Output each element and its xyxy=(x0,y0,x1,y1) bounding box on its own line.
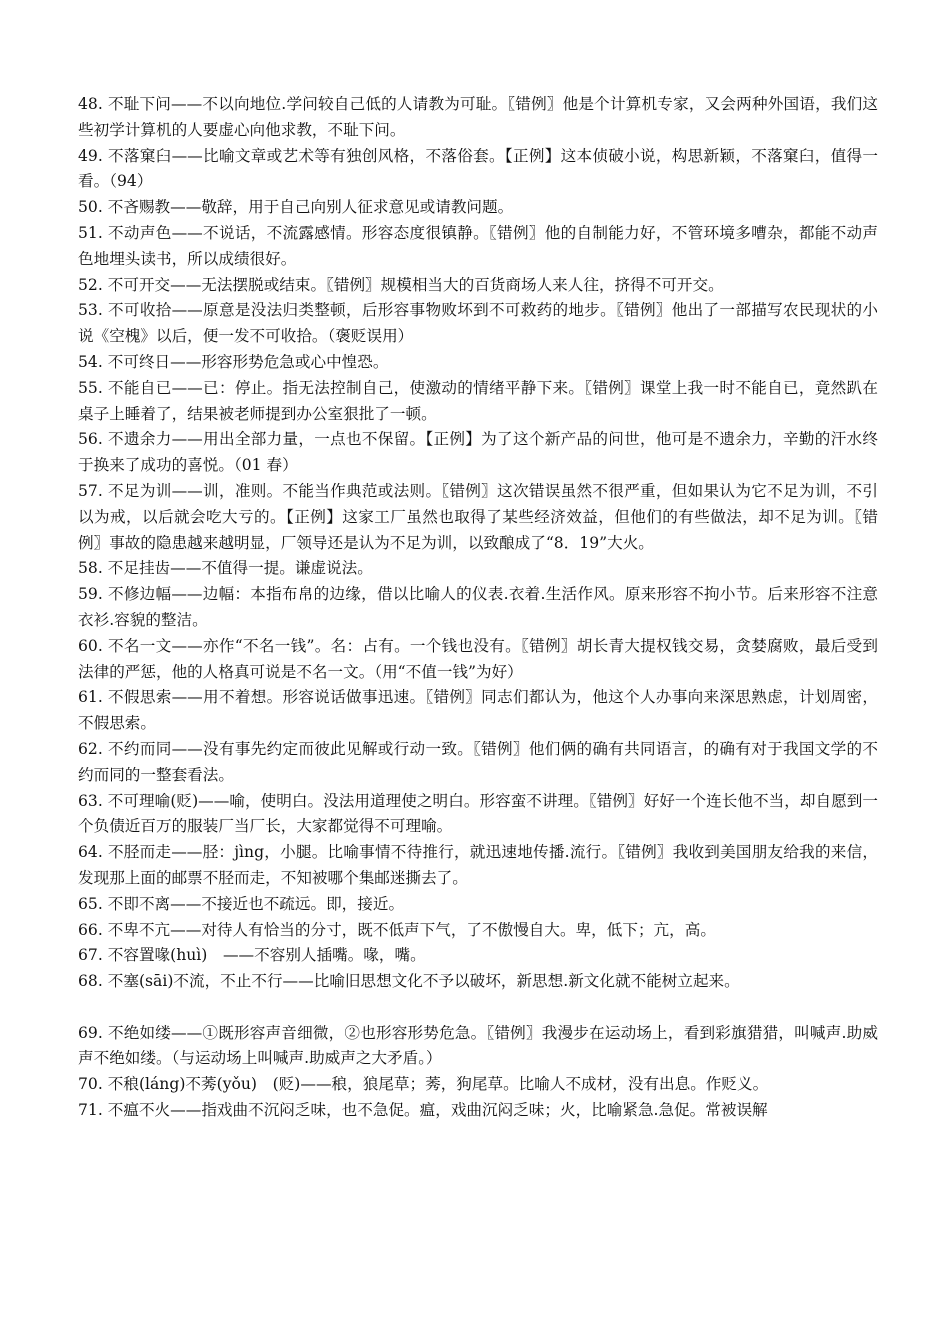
idiom-entry-55: 55. 不能自已——已：停止。指无法控制自己，使激动的情绪平静下来。〖错例〗课堂上我一时不能自已，竟然趴在桌子上睡着了，结果被老师提到办公室狠批了一顿。 xyxy=(78,378,878,423)
idiom-entry-51: 51. 不动声色——不说话，不流露感情。形容态度很镇静。〖错例〗他的自制能力好，不管环境多嘈杂，都能不动声色地埋头读书，所以成绩很好。 xyxy=(78,223,878,268)
idiom-entry-68: 68. 不塞(sāi)不流，不止不行——比喻旧思想文化不予以破坏，新思想.新文化就不能树立起来。 xyxy=(78,972,740,991)
idiom-entry-60: 60. 不名一文——亦作“不名一钱”。名：占有。一个钱也没有。〖错例〗胡长青大提权钱交易，贪婪腐败，最后受到法律的严惩，他的人格真可说是不名一文。（用“不值一钱”为好） xyxy=(78,636,878,681)
idiom-entry-58: 58. 不足挂齿——不值得一提。谦虚说法。 xyxy=(78,559,373,578)
idiom-entry-49: 49. 不落窠臼——比喻文章或艺术等有独创风格，不落俗套。【正例】这本侦破小说，构思新颖，不落窠臼，值得一看。（94） xyxy=(78,146,878,191)
idiom-entry-52: 52. 不可开交——无法摆脱或结束。〖错例〗规模相当大的百货商场人来人往，挤得不可开交。 xyxy=(78,275,724,294)
idiom-entry-65: 65. 不即不离——不接近也不疏远。即，接近。 xyxy=(78,894,405,913)
idiom-entry-70: 70. 不稂(láng)不莠(yǒu) (贬)——稂，狼尾草；莠，狗尾草。比喻人不成材，没有出息。作贬义。 xyxy=(78,1075,769,1094)
idiom-entry-48: 48. 不耻下问——不以向地位.学问较自己低的人请教为可耻。〖错例〗他是个计算机专家，又会两种外国语，我们这些初学计算机的人要虚心向他求教，不耻下问。 xyxy=(78,95,878,139)
idiom-entry-69: 69. 不绝如缕——①既形容声音细微，②也形容形势危急。〖错例〗我漫步在运动场上，看到彩旗猎猎，叫喊声.助威声不绝如缕。（与运动场上叫喊声.助威声之大矛盾。） xyxy=(78,1023,878,1068)
idiom-entry-56: 56. 不遗余力——用出全部力量，一点也不保留。【正例】为了这个新产品的问世，他可是不遗余力，辛勤的汗水终于换来了成功的喜悦。（01 春） xyxy=(78,430,878,475)
idiom-entry-71: 71. 不瘟不火——指戏曲不沉闷乏味，也不急促。瘟，戏曲沉闷乏味；火，比喻紧急.急促。常被误解 xyxy=(78,1101,768,1120)
idiom-entry-54: 54. 不可终日——形容形势危急或心中惶恐。 xyxy=(78,352,389,371)
paragraph-gap xyxy=(78,995,878,1021)
idiom-entry-67: 67. 不容置喙(huì) ——不容别人插嘴。喙，嘴。 xyxy=(78,946,426,965)
idiom-entry-53: 53. 不可收拾——原意是没法归类整顿，后形容事物败坏到不可救药的地步。〖错例〗他出了一部描写农民现状的小说《空槐》以后，便一发不可收拾。（褒贬误用） xyxy=(78,301,878,346)
idiom-entry-59: 59. 不修边幅——边幅：本指布帛的边缘，借以比喻人的仪表.衣着.生活作风。原来形容不拘小节。后来形容不注意衣衫.容貌的整洁。 xyxy=(78,585,878,629)
idiom-entry-50: 50. 不吝赐教——敬辞，用于自己向别人征求意见或请教问题。 xyxy=(78,198,514,217)
idiom-entry-63: 63. 不可理喻(贬)——喻，使明白。没法用道理使之明白。形容蛮不讲理。〖错例〗好好一个连长他不当，却自愿到一个负债近百万的服装厂当厂长，大家都觉得不可理喻。 xyxy=(78,791,878,836)
idiom-entry-62: 62. 不约而同——没有事先约定而彼此见解或行动一致。〖错例〗他们俩的确有共同语言，的确有对于我国文学的不约而同的一整套看法。 xyxy=(78,739,878,784)
document-page xyxy=(78,92,878,1124)
idiom-entry-66: 66. 不卑不亢——对待人有恰当的分寸，既不低声下气，了不傲慢自大。卑，低下；亢，高。 xyxy=(78,920,716,939)
idiom-entry-64: 64. 不胫而走——胫：jìng，小腿。比喻事情不待推行，就迅速地传播.流行。〖错例〗我收到美国朋友给我的来信，发现那上面的邮票不胫而走，不知被哪个集邮迷撕去了。 xyxy=(78,843,878,887)
idiom-entry-57: 57. 不足为训——训，准则。不能当作典范或法则。〖错例〗这次错误虽然不很严重，但如果认为它不足为训，不引以为戒，以后就会吃大亏的。【正例】这家工厂虽然也取得了某些经济效益，但他们的有些做法，却不足为训。〖错例〗事故的隐患越来越明显，厂领导还是认为不足为训，以致酿成了“8．19”大火。 xyxy=(78,481,878,552)
idiom-entry-61: 61. 不假思索——用不着想。形容说话做事迅速。〖错例〗同志们都认为，他这个人办事向来深思熟虑，计划周密，不假思索。 xyxy=(78,688,878,733)
